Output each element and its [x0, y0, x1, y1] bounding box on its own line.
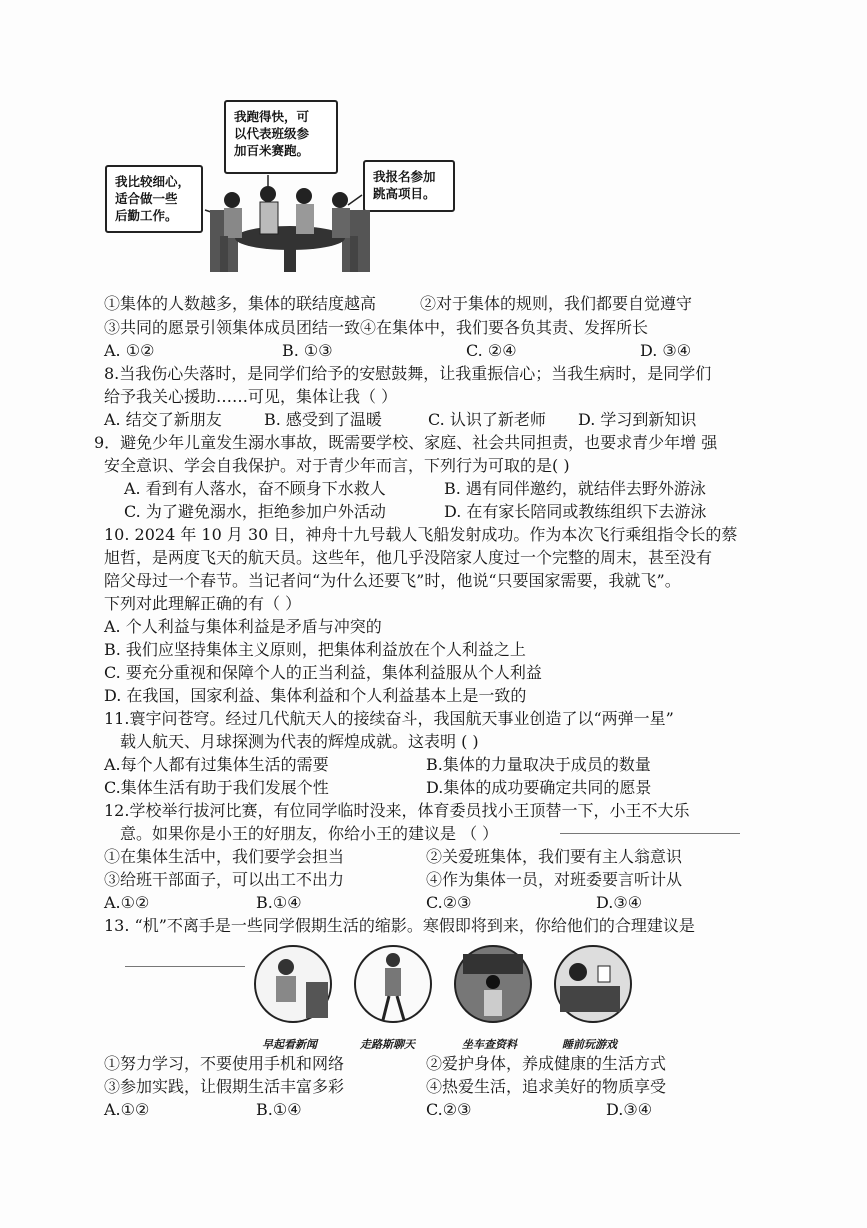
q12-stem-2: 意。如果你是小王的好朋友，你给小王的建议是 （ ）: [120, 824, 499, 843]
q12-option-c: C.②③: [426, 893, 472, 912]
q13-option-a: A.①②: [104, 1100, 150, 1119]
scene-caption-2: 走路斯聊天: [360, 1038, 415, 1051]
q13-option-c: C.②③: [426, 1100, 472, 1119]
scene-caption-1: 早起看新闻: [262, 1038, 317, 1051]
q11-option-d: D.集体的成功要确定共同的愿景: [426, 778, 652, 797]
q12-answer-rule: [560, 833, 740, 834]
q12-option-a: A.①②: [104, 893, 150, 912]
q9-option-c: C. 为了避免溺水，拒绝参加户外活动: [124, 502, 386, 521]
q11-option-a: A.每个人都有过集体生活的需要: [104, 755, 329, 774]
q7-statement-34: ③共同的愿景引领集体成员团结一致④在集体中，我们要各负其责、发挥所长: [104, 318, 649, 337]
q12-stem-1: 12.学校举行拔河比赛，有位同学临时没来，体育委员找小王顶替一下，小王不大乐: [104, 801, 690, 820]
speech-bubble-running: 我跑得快，可 以代表班级参 加百米赛跑。: [224, 100, 338, 174]
q10-stem-4: 下列对此理解正确的有（ ）: [104, 594, 302, 613]
q9-stem-2: 安全意识、学会自我保护。对于青少年而言，下列行为可取的是( ): [104, 456, 570, 475]
q11-option-c: C.集体生活有助于我们发展个性: [104, 778, 329, 797]
q11-stem-1: 11.寰宇问苍穹。经过几代航天人的接续奋斗，我国航天事业创造了以“两弹一星”: [104, 709, 674, 728]
q7-option-a: A. ①②: [104, 341, 155, 360]
q7-statement-1: ①集体的人数越多，集体的联结度越高: [104, 294, 377, 313]
q10-stem-2: 旭哲，是两度飞天的航天员。这些年，他几乎没陪家人度过一个完整的周末，甚至没有: [104, 548, 713, 567]
q10-stem-1: 10. 2024 年 10 月 30 日，神舟十九号载人飞船发射成功。作为本次飞行乘组指令长的蔡: [104, 525, 738, 544]
q7-statement-2: ②对于集体的规则，我们都要自觉遵守: [420, 294, 693, 313]
q13-statement-3: ③参加实践，让假期生活丰富多彩: [104, 1077, 345, 1096]
q7-option-d: D. ③④: [640, 341, 692, 360]
q12-statement-2: ②关爱班集体，我们要有主人翁意识: [426, 847, 683, 866]
q12-option-b: B.①④: [256, 893, 302, 912]
q13-answer-rule: [125, 966, 245, 967]
q7-option-b: B. ①③: [282, 341, 333, 360]
q9-option-a: A. 看到有人落水，奋不顾身下水救人: [124, 479, 386, 498]
q8-option-b: B. 感受到了温暖: [264, 410, 382, 429]
q13-statement-1: ①努力学习，不要使用手机和网络: [104, 1054, 345, 1073]
q13-statement-4: ④热爱生活，追求美好的物质享受: [426, 1077, 667, 1096]
q9-option-d: D. 在有家长陪同或教练组织下去游泳: [444, 502, 707, 521]
q12-option-d: D.③④: [596, 893, 643, 912]
q10-stem-3: 陪父母过一个春节。当记者问“为什么还要飞”时，他说“只要国家需要，我就飞”。: [104, 571, 681, 590]
q8-option-a: A. 结交了新朋友: [104, 410, 222, 429]
q13-option-d: D.③④: [606, 1100, 653, 1119]
q10-option-c: C. 要充分重视和保障个人的正当利益，集体利益服从个人利益: [104, 663, 542, 682]
q11-option-b: B.集体的力量取决于成员的数量: [426, 755, 651, 774]
speech-bubble-highjump: 我报名参加 跳高项目。: [363, 160, 455, 212]
q13-stem-1: 13. “机”不离手是一些同学假期生活的缩影。寒假即将到来，你给他们的合理建议是: [104, 916, 695, 935]
q8-option-d: D. 学习到新知识: [578, 410, 697, 429]
q13-option-b: B.①④: [256, 1100, 302, 1119]
q8-option-c: C. 认识了新老师: [428, 410, 546, 429]
q10-option-a: A. 个人利益与集体利益是矛盾与冲突的: [104, 617, 382, 636]
q7-option-c: C. ②④: [466, 341, 517, 360]
q12-statement-4: ④作为集体一员，对班委要言听计从: [426, 870, 683, 889]
q9-option-b: B. 遇有同伴邀约，就结伴去野外游泳: [444, 479, 706, 498]
q11-stem-2: 载人航天、月球探测为代表的辉煌成就。这表明 ( ): [120, 732, 479, 751]
q12-statement-3: ③给班干部面子，可以出工不出力: [104, 870, 345, 889]
q12-statement-1: ①在集体生活中，我们要学会担当: [104, 847, 345, 866]
students-discussion-illustration: [200, 170, 375, 280]
q9-stem-1: 9．避免少年儿童发生溺水事故，既需要学校、家庭、社会共同担责，也要求青少年增 强: [94, 433, 718, 452]
speech-bubble-logistics: 我比较细心， 适合做一些 后勤工作。: [105, 165, 203, 233]
q10-option-b: B. 我们应坚持集体主义原则，把集体利益放在个人利益之上: [104, 640, 526, 659]
scene-caption-3: 坐车查资料: [462, 1038, 517, 1051]
q8-stem-1: 8.当我伤心失落时，是同学们给予的安慰鼓舞，让我重振信心；当我生病时，是同学们: [104, 364, 712, 383]
q8-stem-2: 给予我关心援助……可见，集体让我（ ）: [104, 387, 398, 406]
q10-option-d: D. 在我国，国家利益、集体利益和个人利益基本上是一致的: [104, 686, 527, 705]
q13-statement-2: ②爱护身体，养成健康的生活方式: [426, 1054, 667, 1073]
scene-caption-4: 睡前玩游戏: [562, 1038, 617, 1051]
phone-use-scenes-illustration: [248, 942, 640, 1038]
